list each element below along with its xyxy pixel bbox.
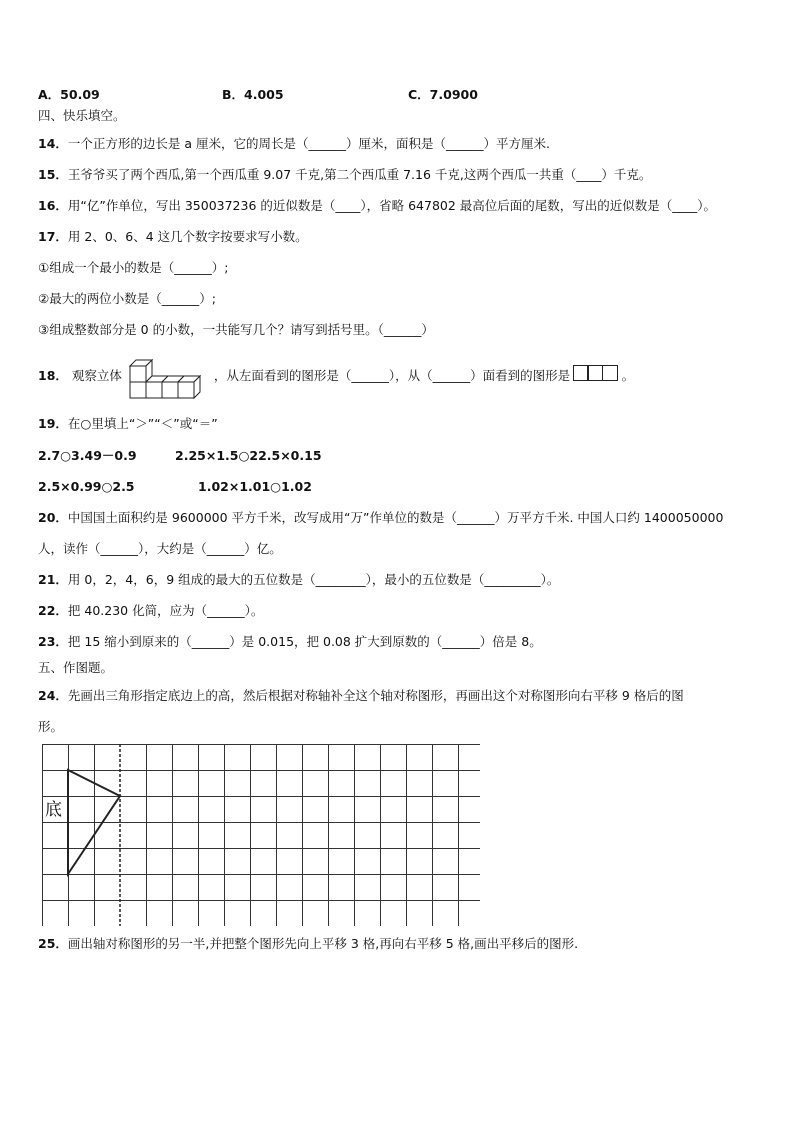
- question-number: 19．: [38, 416, 68, 431]
- question-number: 20．: [38, 510, 68, 525]
- question-text-a: 观察立体: [71, 368, 122, 383]
- question-text: 把 15 缩小到原来的（______）是 0.015，把 0.08 扩大到原数的（______）倍是 8。: [67, 634, 542, 649]
- compare-1: 2.7○3.49－0.9: [38, 448, 137, 463]
- cube-solid-figure: [128, 354, 208, 400]
- question-25: [38, 936, 578, 952]
- question-text: 用 2、0、6、4 这几个数字按要求写小数。: [67, 229, 308, 244]
- question-number: 22．: [38, 603, 68, 618]
- question-text-b: ，从左面看到的图形是（______），从（______）面看到的图形是: [213, 368, 571, 383]
- section-5-title: 五、作图题。: [38, 660, 114, 675]
- question-number: 17．: [38, 229, 68, 244]
- question-17-sub-3: ③组成整数部分是 0 的小数，一共能写几个？请写到括号里。（______）: [38, 322, 434, 337]
- base-label: 底: [45, 800, 62, 820]
- question-16: [38, 198, 716, 214]
- question-17-sub-2: ②最大的两位小数是（______）;: [38, 291, 216, 306]
- question-24: [38, 688, 684, 704]
- question-number: 23．: [38, 634, 68, 649]
- question-number: 21．: [38, 572, 68, 587]
- question-number: 18．: [38, 368, 68, 383]
- question-text: 把 40.230 化简，应为（______）。: [67, 603, 264, 618]
- compare-3: 2.5×0.99○2.5: [38, 479, 135, 494]
- question-15: [38, 167, 651, 183]
- question-21: [38, 572, 559, 588]
- question-23: [38, 634, 542, 650]
- question-14: [38, 136, 550, 152]
- question-text: 画出轴对称图形的另一半,并把整个图形先向上平移 3 格,再向右平移 5 格,画出平移后的图形.: [67, 936, 579, 951]
- question-18: [38, 352, 634, 401]
- question-text-line-1: 先画出三角形指定底边上的高，然后根据对称轴补全这个轴对称图形，再画出这个对称图形向右平移 9 格后的图: [67, 688, 684, 703]
- question-19: [38, 416, 218, 432]
- question-number: 24．: [38, 688, 68, 703]
- view-square: [602, 365, 618, 381]
- grid-lines: [42, 744, 480, 926]
- option-c: C．7.0900: [408, 87, 478, 102]
- question-22: [38, 603, 263, 619]
- question-17-sub-1: ①组成一个最小的数是（______）;: [38, 260, 229, 275]
- question-number: 25．: [38, 936, 68, 951]
- question-20: [38, 510, 723, 526]
- question-text: 一个正方形的边长是 a 厘米，它的周长是（______）厘米，面积是（______）平方厘米.: [67, 136, 550, 151]
- question-number: 16．: [38, 198, 68, 213]
- question-text: 王爷爷买了两个西瓜,第一个西瓜重 9.07 千克,第二个西瓜重 7.16 千克,这两个西瓜一共重（____）千克。: [67, 167, 652, 182]
- option-b: B．4.005: [222, 87, 284, 102]
- question-text-line-1: 中国国土面积约是 9600000 平方千米，改写成用“万”作单位的数是（______）万平方千米. 中国人口约 1400050000: [67, 510, 724, 525]
- drawing-grid: [42, 744, 480, 926]
- question-number: 14．: [38, 136, 68, 151]
- question-17: [38, 229, 308, 245]
- three-square-view-figure: [574, 353, 618, 401]
- compare-4: 1.02×1.01○1.02: [198, 479, 312, 494]
- question-24-line-2: 形。: [38, 719, 64, 734]
- question-text: 用 0，2，4，6，9 组成的最大的五位数是（________），最小的五位数是（_________）。: [67, 572, 560, 587]
- section-4-title: 四、快乐填空。: [38, 108, 126, 123]
- compare-2: 2.25×1.5○22.5×0.15: [175, 448, 322, 463]
- option-a: A．50.09: [38, 87, 100, 102]
- question-text: 在○里填上“＞”“＜”或“＝”: [67, 416, 218, 431]
- question-number: 15．: [38, 167, 68, 182]
- question-text-c: 。: [621, 368, 635, 383]
- question-text: 用“亿”作单位，写出 350037236 的近似数是（____），省略 647802 最高位后面的尾数，写出的近似数是（____）。: [67, 198, 717, 213]
- question-20-line-2: 人，读作（______），大约是（______）亿。: [38, 541, 282, 556]
